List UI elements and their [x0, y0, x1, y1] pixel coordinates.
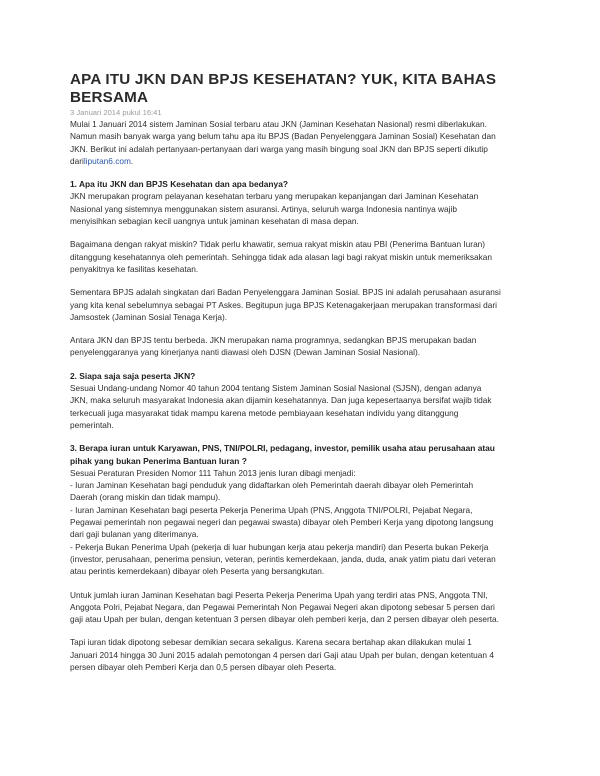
text-line: persen dibayar oleh Pemberi Kerja dan 0,5 persen dibayar oleh Peserta.	[70, 661, 337, 672]
text-line: Sesuai Undang-undang Nomor 40 tahun 2004 tentang Sistem Jaminan Sosial Nasional (SJSN), dengan adanya	[70, 383, 482, 394]
paragraph	[70, 238, 540, 275]
text-line: JKN merupakan program pelayanan kesehatan terbaru yang merupakan kepanjangan dari Jaminan Kesehatan	[70, 191, 479, 202]
text-line: - Iuran Jaminan Kesehatan bagi peserta Pekerja Penerima Upah (PNS, Anggota TNI/POLRI, Pejabat Negara,	[70, 504, 473, 515]
text-line: Anggota Polri, Pejabat Negara, dan Pegawai Pemerintah Non Pegawai Negeri akan dipotong sebesar 5 persen dari	[70, 601, 495, 612]
section-heading-line: pihak yang bukan Penerima Bantuan Iuran ?	[70, 455, 247, 466]
text-line: menyisihkan sebagian kecil uangnya untuk jaminan kesehatan di masa depan.	[70, 216, 359, 227]
paragraph	[70, 286, 540, 323]
text-line: (investor, perusahaan, penerima pensiun, veteran, perintis kemerdekaan, janda, duda, anak yatim piatu dari veteran	[70, 553, 496, 564]
section-2	[70, 370, 540, 431]
article-title: APA ITU JKN DAN BPJS KESEHATAN? YUK, KITA BAHAS BERSAMA	[70, 71, 497, 106]
section-heading: 2. Siapa saja saja peserta JKN?	[70, 370, 196, 381]
text-line	[70, 155, 540, 167]
text-line: Daerah (orang miskin dan tidak mampu).	[70, 492, 221, 503]
text-line: terkecuali juga masyarakat tidak mampu karena metode pembiayaan kesehatan individu yang ditanggung	[70, 407, 459, 418]
text-line: Untuk jumlah iuran Jaminan Kesehatan bagi Peserta Pekerja Penerima Upah yang terdiri atas PNS, Anggota TNI,	[70, 589, 488, 600]
text-line: - Pekerja Bukan Penerima Upah (pekerja di luar hubungan kerja atau pekerja mandiri) dan Peserta bukan Pekerja	[70, 541, 489, 552]
text-line: Tapi iuran tidak dipotong sebesar demikian secara sekaligus. Karena secara bertahap akan dilakukan mulai 1	[70, 637, 472, 648]
text-line: - Iuran Jaminan Kesehatan bagi penduduk yang didaftarkan oleh Pemerintah daerah dibayar oleh Pemerintah	[70, 480, 474, 491]
paragraph	[70, 334, 540, 359]
source-link[interactable]: liputan6.com	[83, 155, 131, 166]
text-line: Pegawai pemerintah non pegawai negeri dan pegawai swasta) dibayar oleh Pemberi Kerja yang dipotong langsung	[70, 517, 494, 528]
text-line: gaji atau Upah per bulan, dengan ketentuan 3 persen dibayar oleh pemberi kerja, dan 2 persen dibayar oleh peserta.	[70, 614, 499, 625]
paragraph	[70, 467, 540, 578]
text-line: Bagaimana dengan rakyat miskin? Tidak perlu khawatir, semua rakyat miskin atau PBI (Penerima Bantuan Iuran)	[70, 239, 486, 250]
text-line: JKN. Berikut ini adalah pertanyaan-pertanyaan dari warga yang masih bingung soal JKN dan BPJS seperti dikutip	[70, 143, 488, 154]
paragraph	[70, 382, 540, 431]
text-line: Nasional yang sistemnya menggunakan sistem asuransi. Artinya, seluruh warga Indonesia nantinya wajib	[70, 203, 457, 214]
section-heading-line: 3. Berapa iuran untuk Karyawan, PNS, TNI/POLRI, pedagang, investor, pemilik usaha atau perusahaan atau	[70, 443, 495, 454]
text-line: Namun masih banyak warga yang belum tahu apa itu BPJS (Badan Penyelenggara Jaminan Sosial) Kesehatan dan	[70, 131, 496, 142]
text-line: pemerintah.	[70, 419, 114, 430]
intro-source-prefix: dari	[70, 155, 84, 166]
text-line: ditanggung kesehatannya oleh pemerintah. Sehingga tidak ada alasan lagi bagi rakyat miskin untuk memeriksakan	[70, 251, 493, 262]
text-line: Sementara BPJS adalah singkatan dari Badan Penyelenggara Jaminan Sosial. BPJS ini adalah perusahaan asuransi	[70, 287, 501, 298]
text-line: Jamsostek (Jaminan Sosial Tenaga Kerja).	[70, 311, 228, 322]
text-line: dari gaji bulanan yang diterimanya.	[70, 529, 199, 540]
text-line: atau perintis kemerdekaan) dibayar oleh Peserta yang bersangkutan.	[70, 566, 325, 577]
section-3	[70, 442, 540, 673]
section-1	[70, 178, 540, 359]
intro-paragraph	[70, 118, 540, 167]
intro-source-suffix: .	[130, 155, 134, 166]
paragraph	[70, 636, 540, 673]
text-line: penyakitnya ke fasilitas kesehatan.	[70, 263, 199, 274]
section-heading: 1. Apa itu JKN dan BPJS Kesehatan dan apa bedanya?	[70, 179, 288, 190]
article-date: 3 Januari 2014 pukul 16:41	[70, 108, 162, 117]
text-line: Antara JKN dan BPJS tentu berbeda. JKN merupakan nama programnya, sedangkan BPJS merupakan badan	[70, 335, 477, 346]
text-line: Mulai 1 Januari 2014 sistem Jaminan Sosial terbaru atau JKN (Jaminan Kesehatan Nasional) resmi diberlakukan.	[70, 119, 487, 129]
text-line: yang kita kenal sebelumnya sebagai PT Askes. Begitupun juga BPJS Ketenagakerjaan merupakan transformasi dari	[70, 299, 497, 310]
paragraph	[70, 190, 540, 227]
paragraph	[70, 589, 540, 626]
text-line: JKN, maka seluruh masyarakat Indonesia akan dijamin kesehatannya. Dan juga kepesertaanya bersifat wajib tidak	[70, 395, 492, 406]
text-line: Januari 2014 hingga 30 Juni 2015 adalah pemotongan 4 persen dari Gaji atau Upah per bulan, dengan ketentuan 4	[70, 649, 494, 660]
text-line: penyelenggaranya yang kinerjanya nanti diawasi oleh DJSN (Dewan Jaminan Sosial Nasional).	[70, 347, 421, 358]
text-line: Sesuai Peraturan Presiden Nomor 111 Tahun 2013 jenis Iuran dibagi menjadi:	[70, 467, 356, 478]
